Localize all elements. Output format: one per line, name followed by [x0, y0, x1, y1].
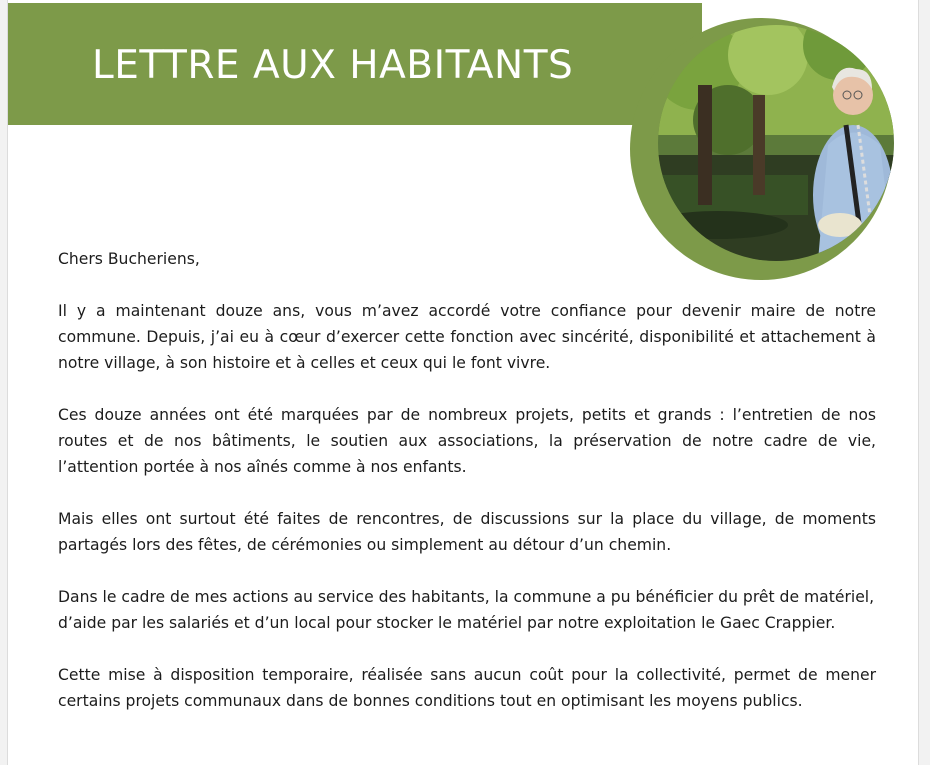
letter-paragraph: Il y a maintenant douze ans, vous m’avez accordé votre confiance pour devenir maire de notre commune. Depuis, j’ai eu à cœur d’exercer cette fonction avec sincérité, disponibilité et attachement à notre village, à son histoire et à celles et ceux qui le font vivre. — [58, 302, 876, 372]
letter-body — [58, 246, 876, 740]
letter-paragraph: Mais elles ont surtout été faites de rencontres, de discussions sur la place du village, de moments partagés lors des fêtes, de cérémonies ou simplement au détour d’un chemin. — [58, 510, 876, 554]
portrait-photo — [658, 25, 894, 261]
page-title: LETTRE AUX HABITANTS — [92, 43, 574, 88]
letter-paragraph: Ces douze années ont été marquées par de nombreux projets, petits et grands : l’entretien de nos routes et de nos bâtiments, le soutien aux associations, la préservation de notre cadre de vie, l’attention portée à nos aînés comme à nos enfants. — [58, 406, 876, 476]
document-page — [7, 0, 919, 765]
header-banner — [8, 3, 702, 125]
letter-paragraph: Dans le cadre de mes actions au service des habitants, la commune a pu bénéficier du prêt de matériel, d’aide par les salariés et d’un local pour stocker le matériel par notre exploitation le Gaec Crappier. — [58, 588, 875, 632]
letter-greeting: Chers Bucheriens, — [58, 250, 200, 268]
letter-paragraph: Cette mise à disposition temporaire, réalisée sans aucun coût pour la collectivité, permet de mener certains projets communaux dans de bonnes conditions tout en optimisant les moyens publics. — [58, 666, 876, 710]
